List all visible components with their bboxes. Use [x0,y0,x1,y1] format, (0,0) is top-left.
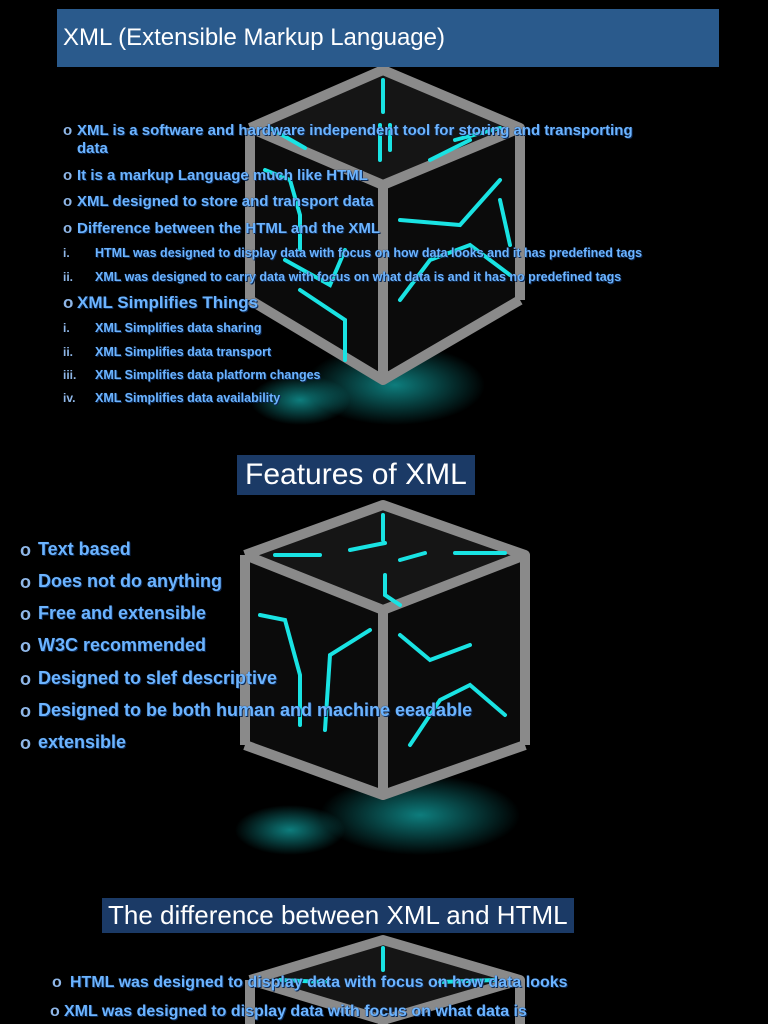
bullet-marker: o [63,167,73,184]
bullet-text: XML is a software and hardware independent tool for storing and transporting [77,122,633,139]
bullet-marker: o [20,701,31,721]
bullet-text: It is a markup Language much like HTML [77,167,368,184]
bullet-marker: o [63,293,74,312]
bullet-marker: o [63,220,73,237]
bullet-text: XML designed to store and transport data [77,193,374,210]
slide-title: XML (Extensible Markup Language) [57,9,719,67]
bullet-marker: o [52,974,62,991]
bullet-marker: o [20,572,31,592]
glowing-cube-image [0,870,768,1024]
simplifies-item-text: XML Simplifies data transport [95,345,272,359]
list-number: ii. [63,270,74,284]
feature-item: Does not do anything [38,571,222,591]
feature-item: Designed to slef descriptive [38,668,278,688]
feature-item: Text based [38,539,131,559]
simplifies-item-text: XML Simplifies data availability [95,391,281,405]
list-number: i. [63,246,70,260]
bullet-marker: o [20,636,31,656]
simplifies-heading: XML Simplifies Things [77,293,259,312]
bullet-marker: o [50,1003,60,1020]
slide-difference [0,870,768,1024]
bullet-marker: o [20,733,31,753]
feature-item: Free and extensible [38,603,207,623]
list-number: i. [63,321,70,335]
glowing-cube-image [0,445,768,870]
bullet-text-continued: data [77,140,108,157]
slide-title: The difference between XML and HTML [102,898,574,933]
bullet-marker: o [20,669,31,689]
bullet-marker: o [20,540,31,560]
slide-xml-intro [0,0,768,445]
list-number: iii. [63,368,77,382]
feature-item: extensible [38,732,127,752]
list-number: ii. [63,345,74,359]
difference-item: HTML was designed to display data with focus on how data looks [70,974,568,991]
feature-item: Designed to be both human and machine eeadable [38,700,473,720]
bullet-text: Difference between the HTML and the XML [77,220,381,237]
feature-item: W3C recommended [38,635,207,655]
difference-item-text: HTML was designed to display data with focus on how data looks and it has predefined tags [95,246,643,260]
simplifies-item-text: XML Simplifies data sharing [95,321,262,335]
slide-features [0,445,768,870]
bullet-marker: o [63,193,73,210]
difference-item: XML was designed to display data with focus on what data is [64,1003,527,1020]
simplifies-item-text: XML Simplifies data platform changes [95,368,321,382]
slide-title: Features of XML [237,455,475,495]
difference-item-text: XML was designed to carry data with focus on what data is and it has no predefined tags [95,270,622,284]
list-number: iv. [63,391,76,405]
bullet-marker: o [63,122,73,139]
bullet-marker: o [20,604,31,624]
